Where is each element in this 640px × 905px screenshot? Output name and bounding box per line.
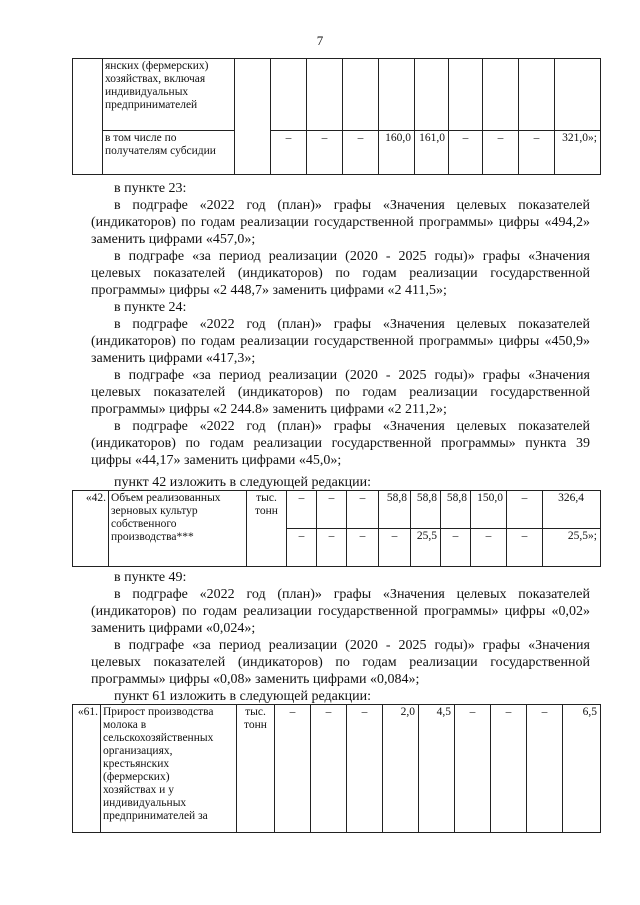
unit-line: тыс. (256, 492, 277, 504)
name-line: Объем реализованных (111, 492, 221, 504)
value-cell: 25,5 (411, 529, 441, 567)
name-line: индивидуальных (103, 797, 187, 809)
name-line: молока в (103, 719, 147, 731)
value-cell: – (471, 529, 507, 567)
name-line: янских (фермерских) (105, 60, 209, 72)
name-line: хозяйствах и у (103, 784, 174, 796)
table-row (73, 131, 601, 175)
table-row (73, 491, 601, 529)
value-cell: – (347, 491, 379, 529)
value-cell: 58,8 (411, 491, 441, 529)
value-cell: – (317, 529, 347, 567)
value-cell (519, 59, 555, 131)
value-cell: 160,0 (379, 131, 415, 175)
value-cell: – (343, 131, 379, 175)
unit-line: тыс. (245, 706, 266, 718)
value-cell: – (507, 491, 543, 529)
value-cell: 58,8 (441, 491, 471, 529)
value-cell: 6,5 (563, 705, 601, 833)
unit-cell (247, 491, 287, 567)
unit-cell (237, 705, 275, 833)
value-cell (415, 59, 449, 131)
value-cell: 321,0»; (555, 131, 601, 175)
name-line: собственного (111, 518, 177, 530)
name-line: хозяйствах, включая (105, 73, 206, 85)
paragraph: в подграфе «за период реализации (2020 - 2025 годы)» графы «Значения целевых показателей (индикаторов) по годам реализации государственной программы» цифры «2 448,7» заменить цифрами «2 411,5»; (91, 249, 590, 298)
value-cell (555, 59, 601, 131)
value-cell: – (287, 529, 317, 567)
value-cell: 58,8 (379, 491, 411, 529)
value-cell: – (379, 529, 411, 567)
num-cell: «61. (73, 705, 101, 833)
paragraph: в подграфе «за период реализации (2020 - 2025 годы)» графы «Значения целевых показателей (индикаторов) по годам реализации государственной программы» цифры «0,08» заменить цифрами «0,084»; (91, 638, 590, 687)
paragraph-label: в пункте 23: (114, 181, 187, 196)
value-cell: – (519, 131, 555, 175)
value-cell (271, 59, 307, 131)
name-line: индивидуальных (105, 86, 189, 98)
page-number: 7 (316, 33, 324, 48)
value-cell (483, 59, 519, 131)
paragraph: в подграфе «за период реализации (2020 - 2025 годы)» графы «Значения целевых показателей (индикаторов) по годам реализации государственной программы» цифры «2 244.8» заменить цифрами «2 211,2»; (91, 368, 590, 417)
paragraph: в подграфе «2022 год (план)» графы «Значения целевых показателей (индикаторов) по годам реализации государственной программы» цифры «494,2» заменить цифрами «457,0»; (91, 198, 590, 247)
table-item-42 (72, 490, 601, 567)
paragraph-label: пункт 42 изложить в следующей редакции: (114, 475, 371, 490)
name-line: зерновых культур (111, 505, 198, 517)
value-cell (379, 59, 415, 131)
paragraph: в подграфе «2022 год (план)» графы «Значения целевых показателей (индикаторов) по годам реализации государственной программы» пункта 39 цифры «44,17» заменить цифрами «45,0»; (91, 419, 590, 468)
value-cell: 161,0 (415, 131, 449, 175)
value-cell: – (491, 705, 527, 833)
value-cell: – (347, 529, 379, 567)
value-cell: – (507, 529, 543, 567)
unit-line: тонн (244, 719, 267, 731)
value-cell: – (441, 529, 471, 567)
indicator-name-cell (109, 491, 247, 567)
value-cell: – (317, 491, 347, 529)
name-line: Прирост производства (103, 706, 214, 718)
table-row (73, 59, 601, 131)
name-line: сельскохозяйственных (103, 732, 214, 744)
paragraph-label: в пункте 24: (114, 300, 187, 315)
value-cell: – (455, 705, 491, 833)
indicator-name-cell (103, 131, 235, 175)
paragraph-label: в пункте 49: (114, 570, 187, 585)
value-cell: 326,4 (543, 491, 601, 529)
name-line: организациях, (103, 745, 173, 757)
value-cell (449, 59, 483, 131)
value-cell: 4,5 (419, 705, 455, 833)
table-top (72, 58, 601, 175)
unit-cell (235, 59, 271, 175)
unit-line: тонн (255, 505, 278, 517)
num-cell (73, 59, 103, 175)
name-line: получателям субсидии (105, 145, 216, 157)
value-cell: – (287, 491, 317, 529)
paragraph: в подграфе «2022 год (план)» графы «Значения целевых показателей (индикаторов) по годам реализации государственной программы» цифры «450,9» заменить цифрами «417,3»; (91, 317, 590, 366)
name-line: в том числе по (105, 132, 177, 144)
value-cell: 25,5»; (543, 529, 601, 567)
name-line: крестьянских (103, 758, 170, 770)
name-line: предпринимателей (105, 99, 198, 111)
value-cell: – (347, 705, 383, 833)
table-item-61 (72, 704, 601, 833)
name-line: предпринимателей за (103, 810, 208, 822)
value-cell: – (311, 705, 347, 833)
value-cell: 150,0 (471, 491, 507, 529)
value-cell: – (449, 131, 483, 175)
value-cell: – (307, 131, 343, 175)
paragraph: в подграфе «2022 год (план)» графы «Значения целевых показателей (индикаторов) по годам реализации государственной программы» цифры «0,02» заменить цифрами «0,024»; (91, 587, 590, 636)
value-cell: – (275, 705, 311, 833)
table-row (73, 705, 601, 833)
name-line: производства*** (111, 531, 194, 543)
num-cell: «42. (73, 491, 109, 567)
value-cell: – (527, 705, 563, 833)
value-cell (307, 59, 343, 131)
name-line: (фермерских) (103, 771, 170, 783)
indicator-name-cell (101, 705, 237, 833)
indicator-name-cell (103, 59, 235, 131)
paragraph-label: пункт 61 изложить в следующей редакции: (114, 689, 371, 704)
value-cell: – (271, 131, 307, 175)
value-cell (343, 59, 379, 131)
value-cell: 2,0 (383, 705, 419, 833)
value-cell: – (483, 131, 519, 175)
